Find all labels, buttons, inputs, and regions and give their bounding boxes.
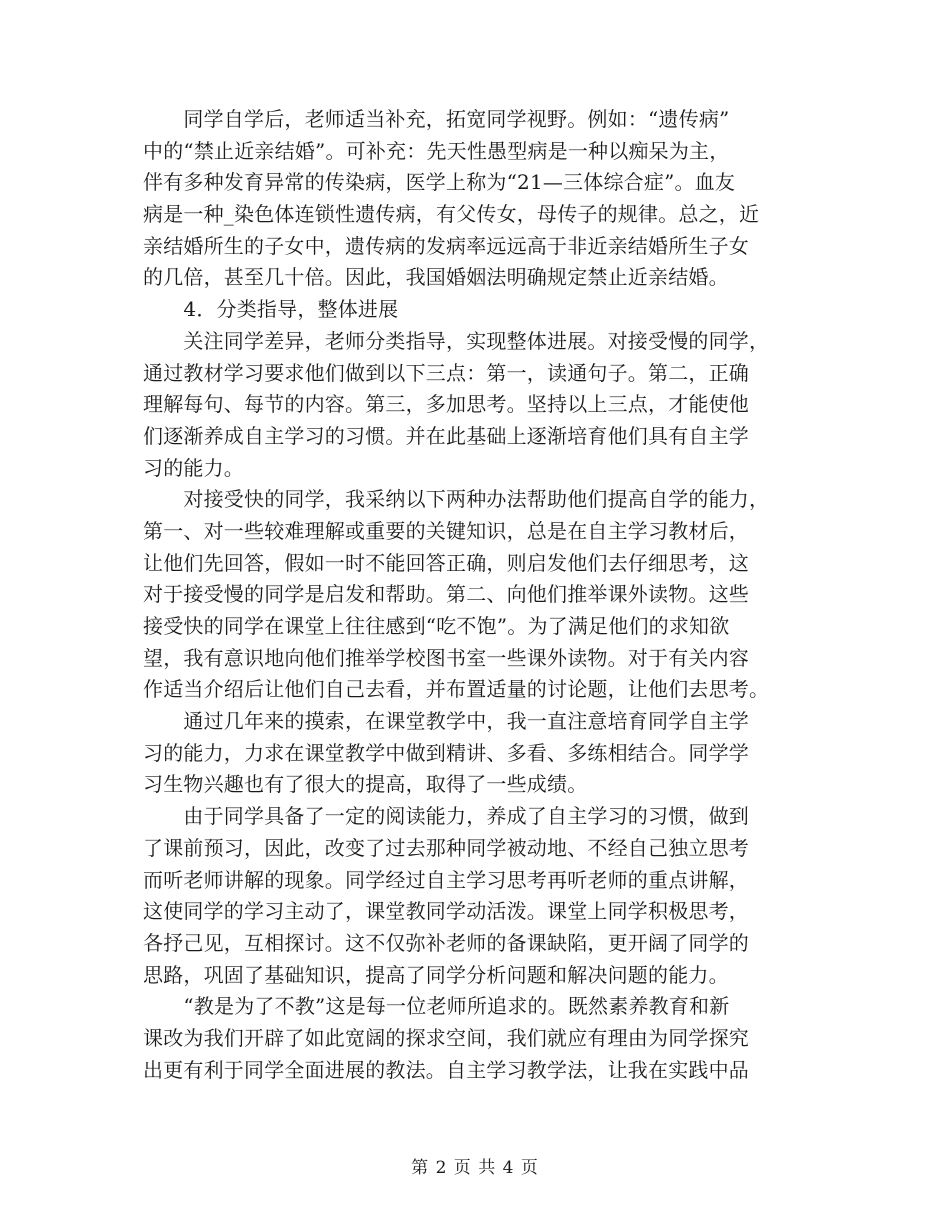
paragraph (143, 991, 808, 1086)
page-footer: 第 2 页 共 4 页 (411, 1158, 539, 1178)
text-line: 出更有利于同学全面进展的教法。自主学习教学法，让我在实践中品 (143, 1057, 749, 1082)
paragraph (143, 326, 808, 484)
text-line: “教是为了不教”这是每一位老师所追求的。既然素养教育和新 (143, 994, 730, 1019)
text-line: 习生物兴趣也有了很大的提高，取得了一些成绩。 (143, 772, 588, 797)
text-line: 同学自学后，老师适当补充，拓宽同学视野。例如：“遗传病” (143, 107, 730, 131)
text-line: 对于接受慢的同学是启发和帮助。第二、向他们推举课外读物。这些 (143, 582, 749, 607)
paragraph (143, 294, 808, 326)
text-line: 接受快的同学在课堂上往往感到“吃不饱”。为了满足他们的求知欲 (143, 614, 730, 638)
text-line: 理解每句、每节的内容。第三，多加思考。坚持以上三点，才能使他 (143, 392, 749, 417)
text-line: 亲结婚所生的子女中，遗传病的发病率远远高于非近亲结婚所生子女 (143, 233, 749, 258)
paragraph (143, 484, 808, 706)
text-line: 课改为我们开辟了如此宽阔的探求空间，我们就应有理由为同学探究 (143, 1025, 749, 1050)
text-line: 第一、对一些较难理解或重要的关键知识，总是在自主学习教材后， (143, 518, 749, 543)
text-line: 们逐渐养成自主学习的习惯。并在此基础上逐渐培育他们具有自主学 (143, 423, 749, 448)
text-line: 通过教材学习要求他们做到以下三点：第一，读通句子。第二，正确 (143, 360, 749, 385)
text-line: 望，我有意识地向他们推举学校图书室一些课外读物。对于有关内容 (143, 645, 749, 670)
document-body (143, 104, 808, 1086)
text-line: 由于同学具备了一定的阅读能力，养成了自主学习的习惯，做到 (143, 804, 749, 829)
text-line: 中的“禁止近亲结婚”。可补充：先天性愚型病是一种以痴呆为主， (143, 138, 730, 163)
text-line: 伴有多种发育异常的传染病，医学上称为“21—三体综合症”。血友 (143, 170, 736, 195)
text-line: 思路，巩固了基础知识，提高了同学分析问题和解决问题的能力。 (143, 962, 729, 987)
text-line: 而听老师讲解的现象。同学经过自主学习思考再听老师的重点讲解， (143, 867, 749, 892)
text-line: 4．分类指导，整体进展 (143, 297, 399, 322)
text-line: 了课前预习，因此，改变了过去那种同学被动地、不经自己独立思考 (143, 835, 749, 860)
text-line: 习的能力，力求在课堂教学中做到精讲、多看、多练相结合。同学学 (143, 740, 749, 765)
text-line: 这使同学的学习主动了，课堂教同学动活泼。课堂上同学积极思考， (143, 899, 749, 924)
text-line: 关注同学差异，老师分类指导，实现整体进展。对接受慢的同学， (143, 328, 770, 353)
paragraph (143, 104, 808, 294)
paragraph (143, 801, 808, 991)
text-line: 作适当介绍后让他们自己去看，并布置适量的讨论题，让他们去思考。 (143, 677, 770, 702)
paragraph (143, 706, 808, 801)
text-line: 习的能力。 (143, 455, 244, 480)
text-line: 的几倍，甚至几十倍。因此，我国婚姻法明确规定禁止近亲结婚。 (143, 265, 729, 290)
text-line: 病是一种_染色体连锁性遗传病，有父传女，母传子的规律。总之，近 (143, 202, 760, 227)
text-line: 让他们先回答，假如一时不能回答正确，则启发他们去仔细思考，这 (143, 550, 749, 575)
text-line: 通过几年来的摸索，在课堂教学中，我一直注意培育同学自主学 (143, 709, 749, 734)
text-line: 对接受快的同学，我采纳以下两种办法帮助他们提高自学的能力， (143, 487, 770, 512)
text-line: 各抒己见，互相探讨。这不仅弥补老师的备课缺陷，更开阔了同学的 (143, 930, 749, 955)
